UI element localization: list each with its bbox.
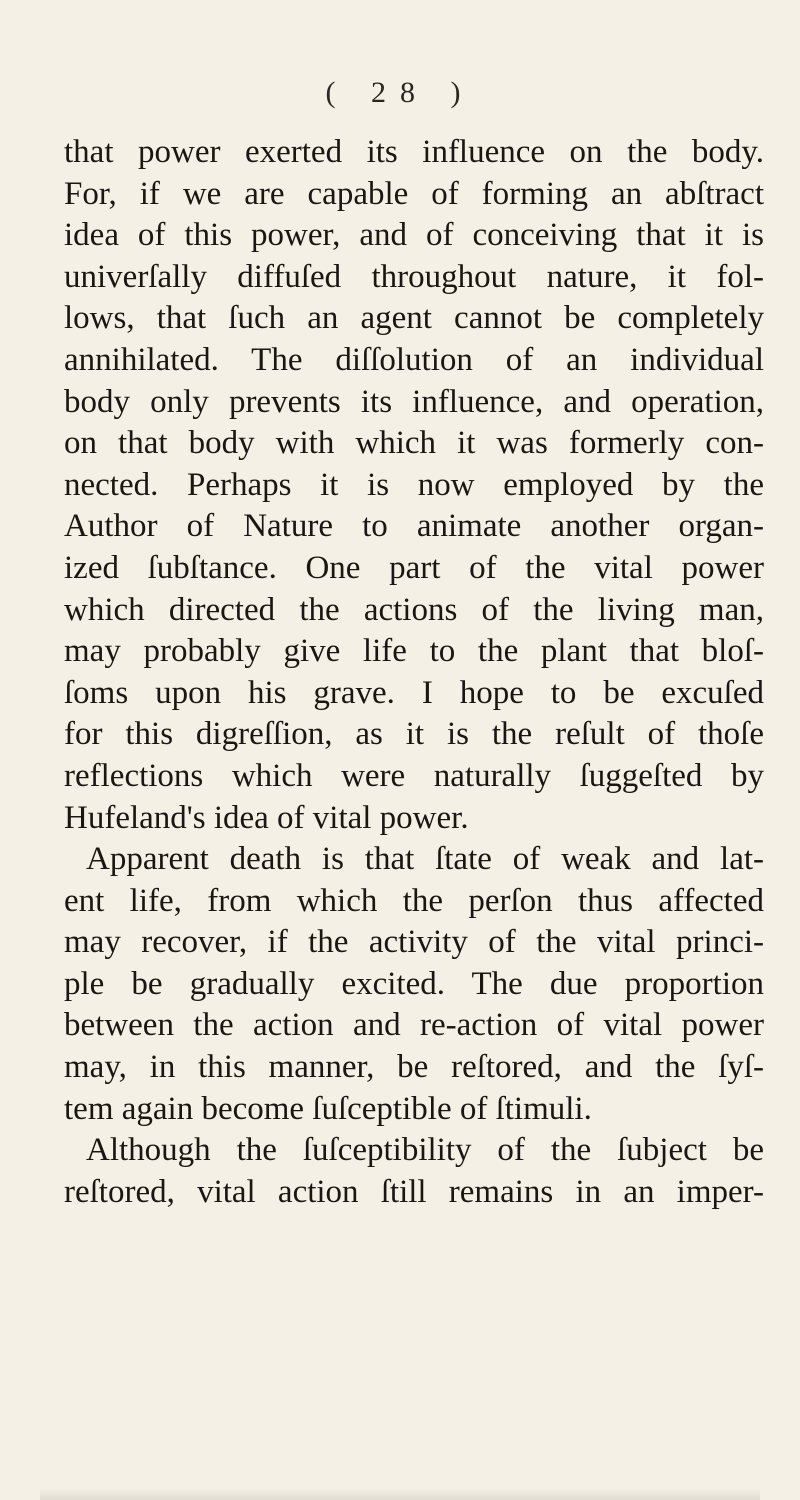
text-line: lows, that ſuch an agent cannot be completely (64, 300, 764, 337)
text-line: may probably give life to the plant that bloſ- (64, 633, 764, 670)
text-line-paragraph-start: Although the ſuſceptibility of the ſubject be (86, 1132, 764, 1169)
page-number-header: ( 28 ) (325, 76, 475, 109)
text-line: univerſally diffuſed throughout nature, it fol- (64, 258, 764, 295)
text-line: ent life, from which the perſon thus affected (64, 882, 764, 919)
text-line: For, if we are capable of forming an abſtract (64, 175, 764, 212)
text-line: ized ſubſtance. One part of the vital power (64, 549, 764, 586)
text-line: nected. Perhaps it is now employed by the (64, 466, 764, 503)
text-line: that power exerted its influence on the body. (64, 134, 764, 170)
text-line: between the action and re-action of vital power (64, 1007, 764, 1044)
text-line: may recover, if the activity of the vital princi- (64, 924, 764, 961)
text-line: may, in this manner, be reſtored, and the ſyſ- (64, 1049, 764, 1086)
text-line: ſoms upon his grave. I hope to be excuſed (64, 674, 764, 711)
text-line-paragraph-start: Apparent death is that ſtate of weak and lat- (86, 841, 764, 878)
text-line: ple be gradually excited. The due proportion (64, 965, 764, 1002)
text-line: reſtored, vital action ſtill remains in an imper- (64, 1173, 764, 1210)
text-line: for this digreſſion, as it is the reſult of thoſe (64, 716, 764, 753)
text-line-paragraph-end: tem again become ſuſceptible of ſtimuli. (64, 1090, 592, 1127)
text-line: on that body with which it was formerly con- (64, 425, 764, 462)
text-line-paragraph-end: Hufeland's idea of vital power. (64, 799, 469, 836)
text-line: annihilated. The diſſolution of an individual (64, 341, 764, 378)
page-edge-shadow (40, 1488, 760, 1500)
text-line: which directed the actions of the living man, (64, 591, 764, 628)
text-line: idea of this power, and of conceiving that it is (64, 217, 764, 254)
text-line: body only prevents its influence, and operation, (64, 383, 764, 420)
text-line: Author of Nature to animate another organ- (64, 508, 764, 545)
text-line: reflections which were naturally ſuggeſted by (64, 757, 764, 794)
body-text (64, 132, 764, 1213)
